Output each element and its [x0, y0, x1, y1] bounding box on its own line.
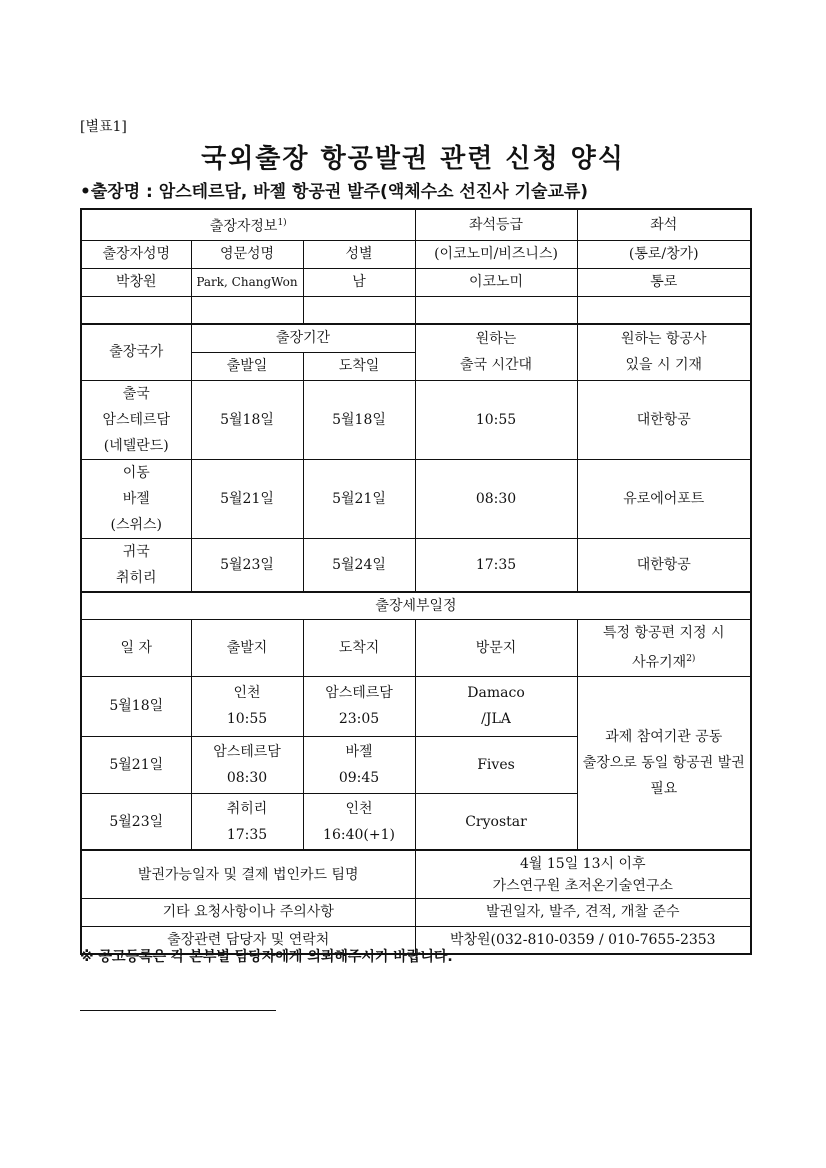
issue-label: 발권가능일자 및 결제 법인카드 팀명: [81, 850, 415, 898]
itinerary-arrive[interactable]: 5월18일: [303, 380, 415, 459]
detail-to[interactable]: 암스테르담 23:05: [303, 676, 415, 736]
itinerary-airline[interactable]: 대한항공: [577, 538, 751, 592]
itinerary-country: 이동 바젤 (스위스): [81, 459, 191, 538]
seat-options: (통로/창가): [577, 240, 751, 268]
itinerary-airline[interactable]: 대한항공: [577, 380, 751, 459]
traveler-name[interactable]: 박창원: [81, 268, 191, 296]
trip-subject: •출장명 : 암스테르담, 바젤 항공권 발주(액체수소 선진사 기술교류): [80, 182, 589, 202]
traveler-seat[interactable]: [577, 296, 751, 324]
issue-row: [81, 850, 751, 898]
detail-from[interactable]: 암스테르담 08:30: [191, 736, 303, 793]
itinerary-airline[interactable]: 유로에어포트: [577, 459, 751, 538]
itinerary-country: 출국 암스테르담 (네델란드): [81, 380, 191, 459]
period-header: 출장기간: [191, 324, 415, 352]
itinerary-row: [81, 380, 751, 459]
detail-schedule-header: 출장세부일정: [81, 592, 751, 620]
traveler-row-empty: [81, 296, 751, 324]
traveler-info-header: 출장자정보$^{1)}$: [81, 209, 415, 240]
itinerary-arrive[interactable]: 5월24일: [303, 538, 415, 592]
english-name-header: 영문성명: [191, 240, 303, 268]
detail-visit[interactable]: Cryostar: [415, 793, 577, 850]
preferred-time-header: 원하는 출국 시간대: [415, 324, 577, 380]
detail-subheader-row: [81, 620, 751, 677]
detail-reason-header: 특정 항공편 지정 시 사유기재$^{2)}$: [577, 620, 751, 677]
traveler-row: [81, 268, 751, 296]
issue-value[interactable]: 4월 15일 13시 이후 가스연구원 초저온기술연구소: [415, 850, 751, 898]
contact-value[interactable]: 박창원(032-810-0359 / 010-7655-2353: [415, 926, 751, 954]
annex-label: [별표1]: [80, 119, 127, 135]
itinerary-arrive[interactable]: 5월21일: [303, 459, 415, 538]
itinerary-row: [81, 538, 751, 592]
detail-to[interactable]: 인천 16:40(+1): [303, 793, 415, 850]
detail-to-header: 도착지: [303, 620, 415, 677]
detail-from[interactable]: 인천 10:55: [191, 676, 303, 736]
preferred-airline-header: 원하는 항공사 있을 시 기재: [577, 324, 751, 380]
country-header: 출장국가: [81, 324, 191, 380]
seat-class-header: 좌석등급: [415, 209, 577, 240]
traveler-english-name[interactable]: Park, ChangWon: [191, 268, 303, 296]
request-value[interactable]: 발권일자, 발주, 견적, 개찰 준수: [415, 898, 751, 926]
detail-header-row: [81, 592, 751, 620]
traveler-seat-class[interactable]: 이코노미: [415, 268, 577, 296]
application-form-table: [80, 208, 752, 955]
traveler-subheader-row: [81, 240, 751, 268]
seat-class-options: (이코노미/비즈니스): [415, 240, 577, 268]
departure-date-header: 출발일: [191, 352, 303, 380]
traveler-seat-class[interactable]: [415, 296, 577, 324]
traveler-gender[interactable]: [303, 296, 415, 324]
detail-from-header: 출발지: [191, 620, 303, 677]
traveler-gender[interactable]: 남: [303, 268, 415, 296]
gender-header: 성별: [303, 240, 415, 268]
itinerary-depart[interactable]: 5월21일: [191, 459, 303, 538]
itinerary-depart[interactable]: 5월23일: [191, 538, 303, 592]
itinerary-time[interactable]: 17:35: [415, 538, 577, 592]
itinerary-time[interactable]: 08:30: [415, 459, 577, 538]
detail-visit-header: 방문지: [415, 620, 577, 677]
traveler-seat[interactable]: 통로: [577, 268, 751, 296]
traveler-name-header: 출장자성명: [81, 240, 191, 268]
detail-date[interactable]: 5월23일: [81, 793, 191, 850]
footnote: ※ 공고등록은 각 본부별 담당자에게 의뢰해주시기 바랍니다.: [80, 949, 453, 965]
detail-reason[interactable]: 과제 참여기관 공동 출장으로 동일 항공권 발권 필요: [577, 676, 751, 850]
traveler-english-name[interactable]: [191, 296, 303, 324]
arrival-date-header: 도착일: [303, 352, 415, 380]
request-row: [81, 898, 751, 926]
detail-visit[interactable]: Fives: [415, 736, 577, 793]
footnote-divider: [80, 1010, 276, 1011]
traveler-header-row: [81, 209, 751, 240]
request-label: 기타 요청사항이나 주의사항: [81, 898, 415, 926]
itinerary-depart[interactable]: 5월18일: [191, 380, 303, 459]
traveler-name[interactable]: [81, 296, 191, 324]
detail-visit[interactable]: Damaco /JLA: [415, 676, 577, 736]
seat-header: 좌석: [577, 209, 751, 240]
detail-date-header: 일 자: [81, 620, 191, 677]
itinerary-row: [81, 459, 751, 538]
detail-from[interactable]: 취히리 17:35: [191, 793, 303, 850]
detail-to[interactable]: 바젤 09:45: [303, 736, 415, 793]
itinerary-header-row: [81, 324, 751, 352]
detail-row: [81, 676, 751, 736]
detail-date[interactable]: 5월21일: [81, 736, 191, 793]
contact-label: 출장관련 담당자 및 연락처: [81, 926, 415, 954]
itinerary-country: 귀국 취히리: [81, 538, 191, 592]
itinerary-time[interactable]: 10:55: [415, 380, 577, 459]
detail-date[interactable]: 5월18일: [81, 676, 191, 736]
form-title: 국외출장 항공발권 관련 신청 양식: [201, 144, 625, 174]
